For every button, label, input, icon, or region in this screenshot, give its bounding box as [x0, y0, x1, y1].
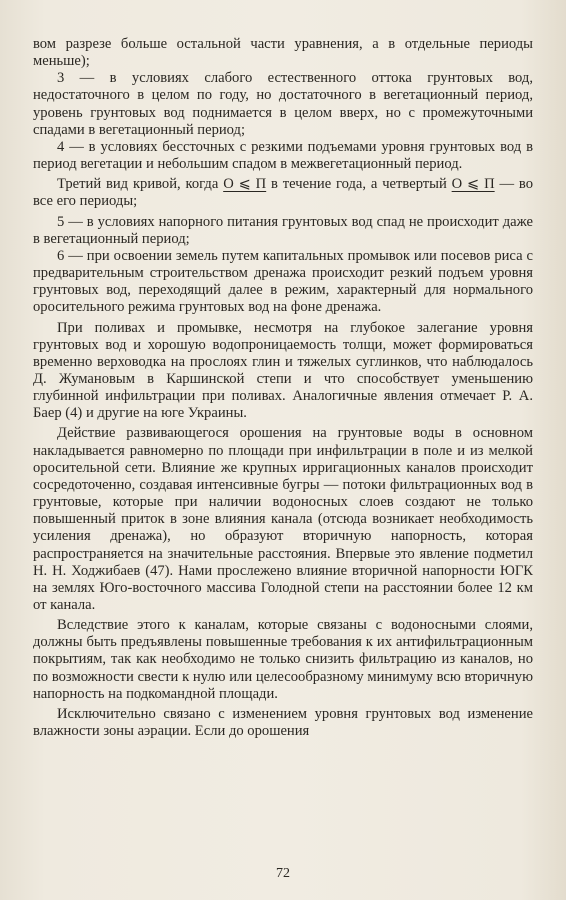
curve-text-c: — во все его периоды;: [33, 176, 534, 210]
paragraph-irrigation-effect: Действие развивающегося орошения на грунтовые воды в основном накладывается равномерно по площади при инфильтрации в поле и из мелкой оросительной сети. Влияние же крупных ирригационных каналов происходит сосредоточенно, создавая интенсивные бугры — потоки фильтрационных вод в грунтовые, которые при наличии водоносных слоев создают не только повышенный приток в зоне влияния канала (отсюда возникает необходимость усиления дренажа), но образуют вторичную напорность, которая распространяется на значительные расстояния. Впервые это явление подметил Н. Н. Ходжибаев (47). Нами прослежено влияние вторичной напорности ЮГК на землях Юго-восточного массива Голодной степи на расстоянии более 12 км от канала.: [33, 425, 533, 613]
paragraph-perched-water: При поливах и промывке, несмотря на глубокое залегание уровня грунтовых вод и хорошую водопроницаемость толщи, может формироваться временно верховодка на прослоях глин и тяжелых суглинков, что наблюдалось Д. Жумановым в Каршинской степи и что способствует уменьшению глубинной инфильтрации при поливах. Аналогичные явления отмечает Р. А. Баер (4) и другие на юге Украины.: [33, 319, 533, 422]
paragraph-curve-types: [33, 176, 533, 210]
paragraph-item-5: 5 — в условиях напорного питания грунтовых вод спад не происходит даже в вегетационный период;: [33, 213, 533, 247]
paragraph-aeration-zone: Исключительно связано с изменением уровня грунтовых вод изменение влажности зоны аэрации. Если до орошения: [33, 705, 533, 740]
curve-text-a: Третий вид кривой, когда: [57, 176, 224, 193]
page-number: 72: [276, 866, 290, 881]
paragraph-continuation: вом разрезе больше остальной части уравнения, а в отдельные периоды меньше);: [33, 36, 533, 70]
body-text: [33, 36, 533, 740]
paragraph-item-6: 6 — при освоении земель путем капитальных промывок или посевов риса с предварительным строительством дренажа происходит резкий подъем уровня грунтовых вод, переходящий далее в режим, характерный для нормального оросительного режима грунтовых вод на фоне дренажа.: [33, 247, 533, 316]
curve-text-b: в течение года, а четвертый: [266, 176, 452, 193]
paragraph-item-3: 3 — в условиях слабого естественного оттока грунтовых вод, недостаточного в целом по году, но достаточного в вегетационный период, уровень грунтовых вод поднимается в целом вверх, но с промежуточными спадами в вегетационный период;: [33, 70, 533, 138]
paragraph-item-4: 4 — в условиях бессточных с резкими подъемами уровня грунтовых вод в период вегетации и небольшим спадом в межвегетационный период.: [33, 138, 533, 173]
formula-o-le-p-2: O ⩽ П: [451, 176, 495, 193]
paragraph-canal-requirements: Вследствие этого к каналам, которые связаны с водоносными слоями, должны быть предъявлены повышенные требования к их антифильтрационным покрытиям, так как необходимо не только снизить фильтрацию из каналов, но по возможности свести к нулю или целесообразному минимуму всю вторичную напорность на подкомандной площади.: [33, 617, 533, 702]
formula-o-le-p-1: O ⩽ П: [223, 176, 267, 193]
